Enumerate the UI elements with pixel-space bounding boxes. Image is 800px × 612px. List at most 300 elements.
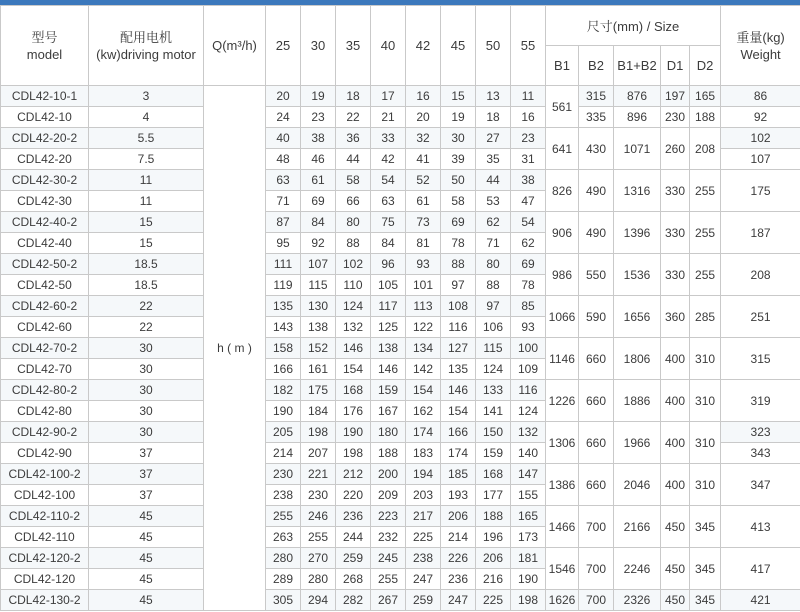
head-value-cell: 124 [476,359,511,380]
head-value-cell: 190 [266,401,301,422]
head-value-cell: 158 [266,338,301,359]
head-value-cell: 255 [266,506,301,527]
head-value-cell: 88 [336,233,371,254]
model-cell: CDL42-30-2 [1,170,89,191]
head-value-cell: 116 [511,380,546,401]
head-value-cell: 150 [476,422,511,443]
head-value-cell: 236 [441,569,476,590]
col-header-flow: Q(m³/h) [204,6,266,86]
size-dim-cell: 330 [661,254,690,296]
head-value-cell: 93 [406,254,441,275]
col-header-model-zh: 型号 [31,29,58,45]
size-dim-cell: 896 [614,107,661,128]
head-value-cell: 259 [336,548,371,569]
model-cell: CDL42-60-2 [1,296,89,317]
weight-cell: 417 [721,548,800,590]
motor-power-cell: 37 [89,443,204,464]
size-dim-cell: 330 [661,212,690,254]
size-dim-cell: 165 [690,86,721,107]
head-value-cell: 188 [476,506,511,527]
size-dim-cell: 1146 [546,338,579,380]
weight-cell: 421 [721,590,800,611]
head-value-cell: 107 [301,254,336,275]
model-cell: CDL42-70 [1,359,89,380]
motor-power-cell: 30 [89,338,204,359]
head-value-cell: 106 [476,317,511,338]
head-value-cell: 216 [476,569,511,590]
head-value-cell: 31 [511,149,546,170]
size-dim-cell: 255 [690,212,721,254]
model-cell: CDL42-120-2 [1,548,89,569]
size-dim-cell: 906 [546,212,579,254]
head-value-cell: 78 [441,233,476,254]
head-value-cell: 13 [476,86,511,107]
head-value-cell: 32 [406,128,441,149]
head-value-cell: 255 [301,527,336,548]
motor-power-cell: 22 [89,317,204,338]
col-header-model [1,6,89,86]
model-cell: CDL42-120 [1,569,89,590]
head-value-cell: 18 [336,86,371,107]
head-value-cell: 125 [371,317,406,338]
size-dim-cell: 197 [661,86,690,107]
model-cell: CDL42-60 [1,317,89,338]
model-cell: CDL42-20 [1,149,89,170]
head-value-cell: 23 [511,128,546,149]
model-cell: CDL42-10-1 [1,86,89,107]
head-value-cell: 162 [406,401,441,422]
table-row [1,422,800,443]
head-value-cell: 97 [441,275,476,296]
head-value-cell: 198 [336,443,371,464]
size-dim-cell: 1656 [614,296,661,338]
size-dim-cell: 1066 [546,296,579,338]
weight-cell: 102 [721,128,800,149]
table-row [1,296,800,317]
head-value-cell: 263 [266,527,301,548]
motor-power-cell: 45 [89,569,204,590]
col-header-b1: B1 [546,46,579,86]
head-value-cell: 305 [266,590,301,611]
weight-cell: 208 [721,254,800,296]
head-value-cell: 280 [301,569,336,590]
head-value-cell: 223 [371,506,406,527]
size-dim-cell: 550 [579,254,614,296]
head-value-cell: 66 [336,191,371,212]
head-value-cell: 143 [266,317,301,338]
head-value-cell: 177 [476,485,511,506]
size-dim-cell: 986 [546,254,579,296]
head-value-cell: 255 [371,569,406,590]
size-dim-cell: 400 [661,380,690,422]
head-value-cell: 212 [336,464,371,485]
head-value-cell: 75 [371,212,406,233]
head-value-cell: 196 [476,527,511,548]
head-value-cell: 11 [511,86,546,107]
motor-power-cell: 3 [89,86,204,107]
head-value-cell: 54 [371,170,406,191]
size-dim-cell: 260 [661,128,690,170]
motor-power-cell: 45 [89,548,204,569]
size-dim-cell: 310 [690,338,721,380]
head-value-cell: 207 [301,443,336,464]
head-value-cell: 174 [441,443,476,464]
weight-cell: 92 [721,107,800,128]
head-value-cell: 209 [371,485,406,506]
head-value-cell: 124 [336,296,371,317]
head-value-cell: 115 [301,275,336,296]
size-dim-cell: 360 [661,296,690,338]
head-value-cell: 244 [336,527,371,548]
weight-cell: 343 [721,443,800,464]
col-header-flow-42: 42 [406,6,441,86]
head-value-cell: 113 [406,296,441,317]
head-value-cell: 226 [441,548,476,569]
head-value-cell: 154 [441,401,476,422]
size-dim-cell: 285 [690,296,721,338]
head-value-cell: 84 [371,233,406,254]
motor-power-cell: 30 [89,401,204,422]
head-value-cell: 203 [406,485,441,506]
head-value-cell: 238 [266,485,301,506]
col-header-motor-en: (kw)driving motor [96,46,196,62]
table-row [1,86,800,107]
head-value-cell: 58 [441,191,476,212]
head-value-cell: 119 [266,275,301,296]
col-header-motor [89,6,204,86]
col-header-flow-25: 25 [266,6,301,86]
weight-cell: 86 [721,86,800,107]
head-value-cell: 236 [336,506,371,527]
head-value-cell: 63 [371,191,406,212]
size-dim-cell: 700 [579,506,614,548]
head-value-cell: 183 [406,443,441,464]
head-value-cell: 270 [301,548,336,569]
head-value-cell: 24 [266,107,301,128]
head-value-cell: 188 [371,443,406,464]
size-dim-cell: 826 [546,170,579,212]
head-value-cell: 268 [336,569,371,590]
size-dim-cell: 1396 [614,212,661,254]
table-row [1,254,800,275]
head-value-cell: 146 [371,359,406,380]
head-value-cell: 200 [371,464,406,485]
head-value-cell: 101 [406,275,441,296]
col-header-b1b2: B1+B2 [614,46,661,86]
head-value-cell: 124 [511,401,546,422]
head-value-cell: 289 [266,569,301,590]
head-value-cell: 110 [336,275,371,296]
model-cell: CDL42-70-2 [1,338,89,359]
motor-power-cell: 37 [89,464,204,485]
head-value-cell: 230 [301,485,336,506]
head-value-cell: 115 [476,338,511,359]
size-dim-cell: 255 [690,254,721,296]
weight-cell: 413 [721,506,800,548]
table-body [1,86,800,611]
head-value-cell: 194 [406,464,441,485]
weight-cell: 347 [721,464,800,506]
col-header-weight-en: Weight [740,46,781,62]
head-value-cell: 40 [266,128,301,149]
col-header-flow-40: 40 [371,6,406,86]
head-value-cell: 38 [301,128,336,149]
head-value-cell: 225 [476,590,511,611]
head-value-cell: 146 [441,380,476,401]
head-value-cell: 166 [441,422,476,443]
model-cell: CDL42-50-2 [1,254,89,275]
head-value-cell: 58 [336,170,371,191]
head-value-cell: 111 [266,254,301,275]
motor-power-cell: 18.5 [89,254,204,275]
motor-power-cell: 30 [89,359,204,380]
head-value-cell: 140 [511,443,546,464]
head-value-cell: 71 [266,191,301,212]
motor-power-cell: 22 [89,296,204,317]
size-dim-cell: 450 [661,590,690,611]
head-value-cell: 96 [371,254,406,275]
table-row [1,170,800,191]
head-value-cell: 109 [511,359,546,380]
head-value-cell: 133 [476,380,511,401]
head-value-cell: 127 [441,338,476,359]
head-value-cell: 174 [406,422,441,443]
head-value-cell: 246 [301,506,336,527]
table-row [1,590,800,611]
size-dim-cell: 660 [579,422,614,464]
head-value-cell: 95 [266,233,301,254]
head-value-cell: 198 [511,590,546,611]
head-value-cell: 69 [511,254,546,275]
head-value-cell: 69 [441,212,476,233]
col-header-weight [721,6,800,86]
motor-power-cell: 45 [89,506,204,527]
size-dim-cell: 400 [661,422,690,464]
weight-cell: 319 [721,380,800,422]
table-row [1,107,800,128]
head-value-cell: 232 [371,527,406,548]
motor-power-cell: 45 [89,527,204,548]
head-value-cell: 80 [336,212,371,233]
motor-power-cell: 30 [89,422,204,443]
head-value-cell: 20 [266,86,301,107]
head-value-cell: 17 [371,86,406,107]
head-value-cell: 176 [336,401,371,422]
col-header-weight-zh: 重量(kg) [736,29,785,45]
col-header-d1: D1 [661,46,690,86]
head-value-cell: 185 [441,464,476,485]
head-value-cell: 193 [441,485,476,506]
size-dim-cell: 660 [579,380,614,422]
size-dim-cell: 330 [661,170,690,212]
head-value-cell: 21 [371,107,406,128]
size-dim-cell: 1306 [546,422,579,464]
head-value-cell: 19 [441,107,476,128]
size-dim-cell: 1966 [614,422,661,464]
head-value-cell: 154 [336,359,371,380]
table-header [1,6,800,86]
model-cell: CDL42-90-2 [1,422,89,443]
head-value-cell: 138 [371,338,406,359]
size-dim-cell: 1466 [546,506,579,548]
head-value-cell: 71 [476,233,511,254]
size-dim-cell: 310 [690,422,721,464]
size-dim-cell: 430 [579,128,614,170]
head-value-cell: 15 [441,86,476,107]
head-value-cell: 108 [441,296,476,317]
head-unit-label-cell: h ( m ) [204,86,266,611]
model-cell: CDL42-110-2 [1,506,89,527]
head-value-cell: 165 [511,506,546,527]
head-value-cell: 220 [336,485,371,506]
head-value-cell: 48 [266,149,301,170]
size-dim-cell: 490 [579,170,614,212]
head-value-cell: 102 [336,254,371,275]
size-dim-cell: 400 [661,464,690,506]
motor-power-cell: 4 [89,107,204,128]
head-value-cell: 206 [441,506,476,527]
head-value-cell: 52 [406,170,441,191]
size-dim-cell: 1316 [614,170,661,212]
head-value-cell: 206 [476,548,511,569]
size-dim-cell: 310 [690,464,721,506]
head-value-cell: 122 [406,317,441,338]
head-value-cell: 41 [406,149,441,170]
head-value-cell: 35 [476,149,511,170]
head-value-cell: 132 [511,422,546,443]
head-value-cell: 221 [301,464,336,485]
head-value-cell: 117 [371,296,406,317]
size-dim-cell: 660 [579,464,614,506]
head-value-cell: 27 [476,128,511,149]
head-value-cell: 116 [441,317,476,338]
head-value-cell: 247 [406,569,441,590]
col-header-b2: B2 [579,46,614,86]
size-dim-cell: 2046 [614,464,661,506]
model-cell: CDL42-110 [1,527,89,548]
head-value-cell: 16 [511,107,546,128]
head-value-cell: 88 [476,275,511,296]
motor-power-cell: 11 [89,170,204,191]
pump-spec-table [0,5,800,611]
head-value-cell: 152 [301,338,336,359]
model-cell: CDL42-90 [1,443,89,464]
head-value-cell: 184 [301,401,336,422]
head-value-cell: 92 [301,233,336,254]
col-header-flow-45: 45 [441,6,476,86]
size-dim-cell: 1071 [614,128,661,170]
size-dim-cell: 1546 [546,548,579,590]
head-value-cell: 39 [441,149,476,170]
col-header-flow-30: 30 [301,6,336,86]
head-value-cell: 20 [406,107,441,128]
motor-power-cell: 45 [89,590,204,611]
motor-power-cell: 30 [89,380,204,401]
head-value-cell: 100 [511,338,546,359]
weight-cell: 323 [721,422,800,443]
head-value-cell: 130 [301,296,336,317]
head-value-cell: 168 [476,464,511,485]
head-value-cell: 53 [476,191,511,212]
model-cell: CDL42-80-2 [1,380,89,401]
head-value-cell: 81 [406,233,441,254]
size-dim-cell: 700 [579,590,614,611]
head-value-cell: 267 [371,590,406,611]
head-value-cell: 85 [511,296,546,317]
table-row [1,212,800,233]
head-value-cell: 214 [441,527,476,548]
model-cell: CDL42-80 [1,401,89,422]
head-value-cell: 69 [301,191,336,212]
model-cell: CDL42-20-2 [1,128,89,149]
size-dim-cell: 561 [546,86,579,128]
head-value-cell: 16 [406,86,441,107]
head-value-cell: 155 [511,485,546,506]
motor-power-cell: 15 [89,212,204,233]
head-value-cell: 30 [441,128,476,149]
head-value-cell: 33 [371,128,406,149]
head-value-cell: 105 [371,275,406,296]
table-row [1,506,800,527]
col-header-d2: D2 [690,46,721,86]
head-value-cell: 78 [511,275,546,296]
col-header-flow-50: 50 [476,6,511,86]
head-value-cell: 259 [406,590,441,611]
size-dim-cell: 641 [546,128,579,170]
head-value-cell: 135 [266,296,301,317]
head-value-cell: 63 [266,170,301,191]
head-value-cell: 44 [336,149,371,170]
size-dim-cell: 700 [579,548,614,590]
table-row [1,464,800,485]
head-value-cell: 36 [336,128,371,149]
head-value-cell: 159 [476,443,511,464]
size-dim-cell: 450 [661,506,690,548]
head-value-cell: 141 [476,401,511,422]
weight-cell: 251 [721,296,800,338]
model-cell: CDL42-50 [1,275,89,296]
motor-power-cell: 37 [89,485,204,506]
head-value-cell: 138 [301,317,336,338]
head-value-cell: 97 [476,296,511,317]
head-value-cell: 198 [301,422,336,443]
size-dim-cell: 1806 [614,338,661,380]
head-value-cell: 173 [511,527,546,548]
head-value-cell: 147 [511,464,546,485]
head-value-cell: 62 [476,212,511,233]
col-header-size-group: 尺寸(mm) / Size [546,6,721,46]
head-value-cell: 80 [476,254,511,275]
head-value-cell: 88 [441,254,476,275]
head-value-cell: 87 [266,212,301,233]
model-cell: CDL42-40 [1,233,89,254]
head-value-cell: 182 [266,380,301,401]
motor-power-cell: 11 [89,191,204,212]
head-value-cell: 44 [476,170,511,191]
head-value-cell: 154 [406,380,441,401]
model-cell: CDL42-30 [1,191,89,212]
size-dim-cell: 208 [690,128,721,170]
head-value-cell: 159 [371,380,406,401]
col-header-flow-35: 35 [336,6,371,86]
size-dim-cell: 310 [690,380,721,422]
head-value-cell: 217 [406,506,441,527]
head-value-cell: 161 [301,359,336,380]
head-value-cell: 247 [441,590,476,611]
size-dim-cell: 1886 [614,380,661,422]
size-dim-cell: 400 [661,338,690,380]
head-value-cell: 205 [266,422,301,443]
